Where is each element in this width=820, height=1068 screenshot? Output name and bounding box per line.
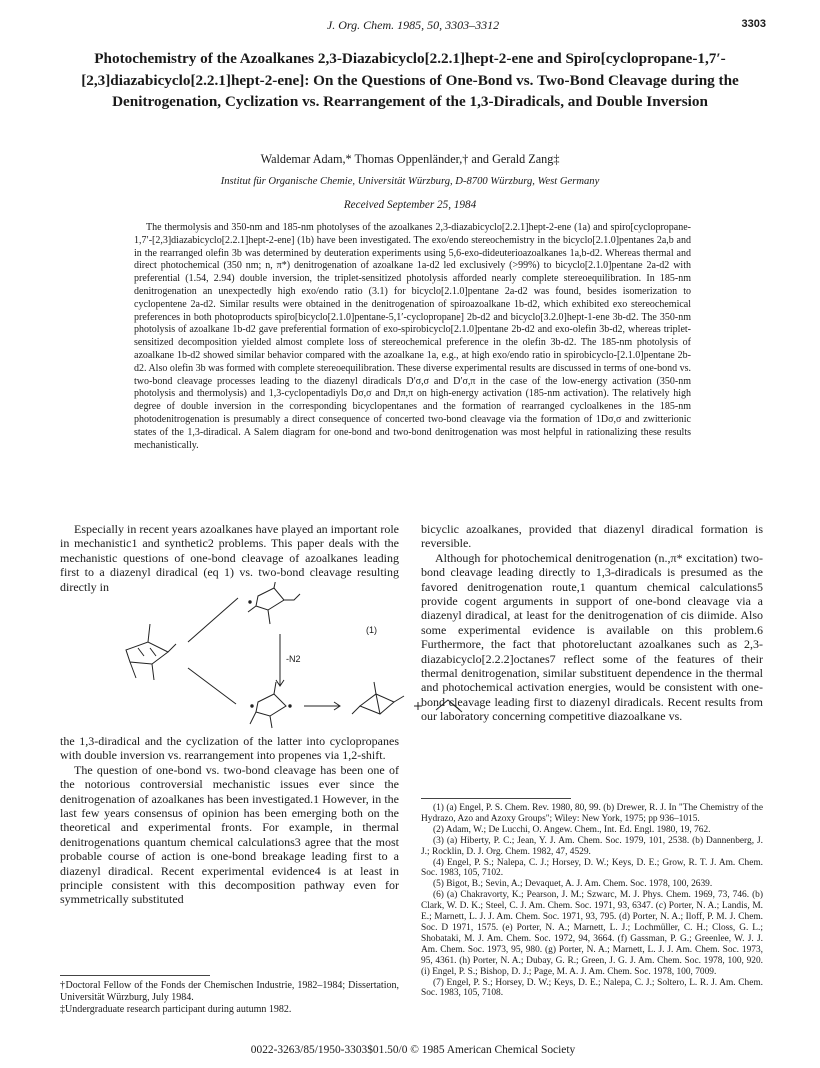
page-number: 3303	[741, 18, 766, 30]
author-footnotes	[60, 980, 399, 1016]
received-date: Received September 25, 1984	[343, 199, 477, 211]
diazenyl-diradical-structure	[248, 582, 300, 624]
footnote-separator	[60, 975, 210, 976]
reference-item: (1) (a) Engel, P. S. Chem. Rev. 1980, 80, 99. (b) Drewer, R. J. In "The Chemistry of the Hydrazo, Azo and Azoxy Groups"; Wiley: New York, 1975; pp 936–1015.	[421, 803, 763, 824]
reference-item: (2) Adam, W.; De Lucchi, O. Angew. Chem., Int. Ed. Engl. 1980, 19, 762.	[433, 824, 711, 835]
diradical-structure	[250, 682, 291, 728]
body-paragraph: bicyclic azoalkanes, provided that diazenyl diradical formation is reversible.	[421, 522, 763, 551]
body-left-mid	[60, 734, 399, 907]
copyright-footer: 0022-3263/85/1950-3303$01.50/0 © 1985 American Chemical Society	[250, 1044, 576, 1056]
journal-citation: J. Org. Chem. 1985, 50, 3303–3312	[326, 18, 500, 32]
reference-item: (5) Bigot, B.; Sevin, A.; Devaquet, A. J. Am. Chem. Soc. 1978, 100, 2639.	[433, 879, 713, 890]
n2-loss-label: -N2	[286, 654, 301, 664]
reference-list	[421, 803, 763, 999]
reference-item: (6) (a) Chakravorty, K.; Pearson, J. M.; Szwarc, M. J. Phys. Chem. 1969, 73, 746. (b) Clark, W. D. K.; Steel, C. J. Am. Chem. Soc. 1971, 93, 6347. (c) Porter, N. A.; Landis, M. E.; Marnett, L. J. J. Am. Chem. Soc. 1971, 93, 795. (d) Porter, N. A.; Iloff, P. M. J. Chem. Soc. D 1971, 1575. (e) Porter, N. A.; Marnett, L. J.; Lochmüller, C. H.; Closs, G. L.; Shobataki, M. J. Am. Chem. Soc. 1972, 94, 3664. (f) Gassman, P. G.; Greenlee, W. J. J. Am. Chem. Soc. 1973, 95, 980. (g) Porter, N. A.; Marnett, L. J. J. Am. Chem. Soc. 1973, 95, 4361. (h) Porter, N. A.; Dubay, G. R.; Green, J. G. J. Am. Chem. Soc. 1978, 100, 920. (i) Engel, P. S.; Bishop, D. J.; Page, M. A. J. Am. Chem. Soc. 1978, 100, 7009.	[421, 890, 763, 977]
reference-item: (4) Engel, P. S.; Nalepa, C. J.; Horsey, D. W.; Keys, D. E.; Grow, R. T. J. Am. Chem. Soc. 1983, 105, 7102.	[421, 857, 763, 879]
body-paragraph: Although for photochemical denitrogenation (n.,π* excitation) two-bond cleavage leading directly to 1,3-diradicals is presumed as the favored denitrogenation route,1 quantum chemical calculations5 provide cogent arguments in support of one-bond cleavage via a diazenyl diradical, at least for the denitrogenation of cis diimide. Also some experimental evidence is available on this problem.6 Furthermore, the fact that photoreluctant azoalkanes such as 2,3-diazabicyclo[2.2.2]octanes7 reflect some of the features of their thermal denitrogenation, similar substituent dependence in the thermal and photochemical activation energies, would be consistent with one-bond cleavage leading first to diazenyl diradicals. Recent results from our laboratory concerning competitive diazoalkane vs.	[421, 550, 763, 724]
reference-item: (3) (a) Hiberty, P. C.; Jean, Y. J. Am. Chem. Soc. 1979, 101, 2538. (b) Dannenberg, J. J.; Rocklin, D. J. Org. Chem. 1982, 47, 4529.	[421, 835, 763, 857]
body-paragraph: the 1,3-diradical and the cyclization of the latter into cyclopropanes with double inversion vs. rearrangement into propenes via 1,2-shift.	[60, 734, 399, 763]
running-header	[60, 18, 766, 34]
body-right-top	[421, 522, 763, 724]
abstract: The thermolysis and 350-nm and 185-nm photolyses of the azoalkanes 2,3-diazabicyclo[2.2.1]hept-2-ene (1a) and spiro[cyclopropane-1,7′-[2,3]diazabicyclo[2.2.1]hept-2-ene] (1b) have been investigated. The exo/endo stereochemistry in the bicyclo[2.1.0]pentanes 2a,b and in the rearranged olefin 3b was determined by deuteration experiments using 5,6-exo-dideuterioazoalkanes 1a,b-d2. Whereas thermal and direct photochemical (350 nm; n, π*) denitrogenation of azoalkane 1a-d2 led exclusively (>99%) to bicyclo[2.1.0]pentane 2a-d2 with preferential (1.54, 2.94) double inversion, the triplet-sensitized photolysis afforded nearly complete stereoequilibration. In 185-nm denitrogenation an unexpectedly high exo/endo ratio (3.1) for bicyclo[2.1.0]pentane 2a-d2 was found, besides isomerization to cyclopentene 2a-d2. Similar results were obtained in the denitrogenation of spiroazoalkane 1b-d2, which exhibited exo stereochemical preferences in both photoproducts spiro[bicyclo[2.1.0]pentane-5,1′-cyclopropane] 2b-d2 and bicyclo[3.2.0]hept-1-ene 3b-d2. The 350-nm photolysis of azoalkane 1b-d2 gave preferential formation of exo-spirobicyclo[2.1.0]pentane 2b-d2 and exo-olefin 3b-d2, whereas triplet-sensitized decomposition yielded almost complete loss of stereochemical preference in the olefin 3b-d2. The 185-nm photolysis of azoalkane 1b-d2 showed similar behavior compared with the azoalkane 1a, e.g., at high exo/endo ratio in spirobicyclo-[2.1.0]pentane 2b-d2. Also olefin 3b was formed with complete stereoequilibration. These diverse experimental results are discussed in terms of one-bond vs. two-bond cleavage processes leading to the diazenyl diradicals D′σ,σ and D′σ,π in the case of the low-energy activation (350-nm photolysis and thermolysis) and 1,3-cyclopentadiyls Dσ,σ and Dπ,π on high-energy activation (185-nm activation). The relatively high degree of double inversion in the corresponding bicyclopentanes and the formation of rearranged cycloalkenes in the 185-nm photodenitrogenation is presumably a direct consequence of concerted two-bond cleavage via the formation of 1Dσ,σ and zwitterionic states of the 1,3-diradical. A Salem diagram for one-bond and two-bond denitrogenation was most helpful in rationalizing these results mechanistically.	[134, 222, 691, 451]
affiliation: Institut für Organische Chemie, Universität Würzburg, D-8700 Würzburg, West Germany	[220, 176, 600, 187]
footnote: †Doctoral Fellow of the Fonds der Chemischen Industrie, 1982–1984; Dissertation, Universität Würzburg, July 1984.	[60, 980, 399, 1003]
reference-item: (7) Engel, P. S.; Horsey, D. W.; Keys, D. E.; Nalepa, C. J.; Soltero, L. R. J. Am. Chem. Soc. 1983, 105, 7108.	[421, 977, 763, 999]
author-list: Waldemar Adam,* Thomas Oppenländer,† and Gerald Zang‡	[260, 152, 560, 166]
arrow-up-right	[188, 598, 238, 642]
bicyclopentane-structure	[352, 682, 404, 714]
equation-number: (1)	[366, 625, 377, 635]
azoalkane-structure	[126, 624, 176, 680]
body-paragraph: The question of one-bond vs. two-bond cleavage has been one of the notorious controversial mechanistic issues ever since the denitrogenation of azoalkanes has been investigated.1 However, in the last few years consensus of opinion has been emerging both on the theoretical and experimental fronts. For example, in thermal denitrogenations quantum chemical calculations3 agree that the most probable course of action is one-bond breakage leading first to a diazenyl diradical. Recent experimental evidence4 is at least in principle consistent with this decomposition pathway even for symmetrically substituted	[60, 762, 399, 907]
footnote: ‡Undergraduate research participant during autumn 1982.	[60, 1004, 292, 1015]
intro-paragraph: Especially in recent years azoalkanes have played an important role in mechanistic1 and synthetic2 problems. This paper deals with the mechanistic questions of one-bond cleavage of azoalkanes leading first to a diazenyl diradical (eq 1) vs. two-bond cleavage resulting directly in	[60, 522, 399, 594]
article-title: Photochemistry of the Azoalkanes 2,3-Diazabicyclo[2.2.1]hept-2-ene and Spiro[cyclopropane-1,7′-[2,3]diazabicyclo[2.2.1]hept-2-ene]: On the Questions of One-Bond vs. Two-Bond Cleavage during the Denitrogenation, Cyclization vs. Rearrangement of the 1,3-Diradicals, and Double Inversion	[81, 50, 739, 110]
arrow-down-right	[188, 668, 236, 704]
references-separator	[421, 798, 571, 799]
